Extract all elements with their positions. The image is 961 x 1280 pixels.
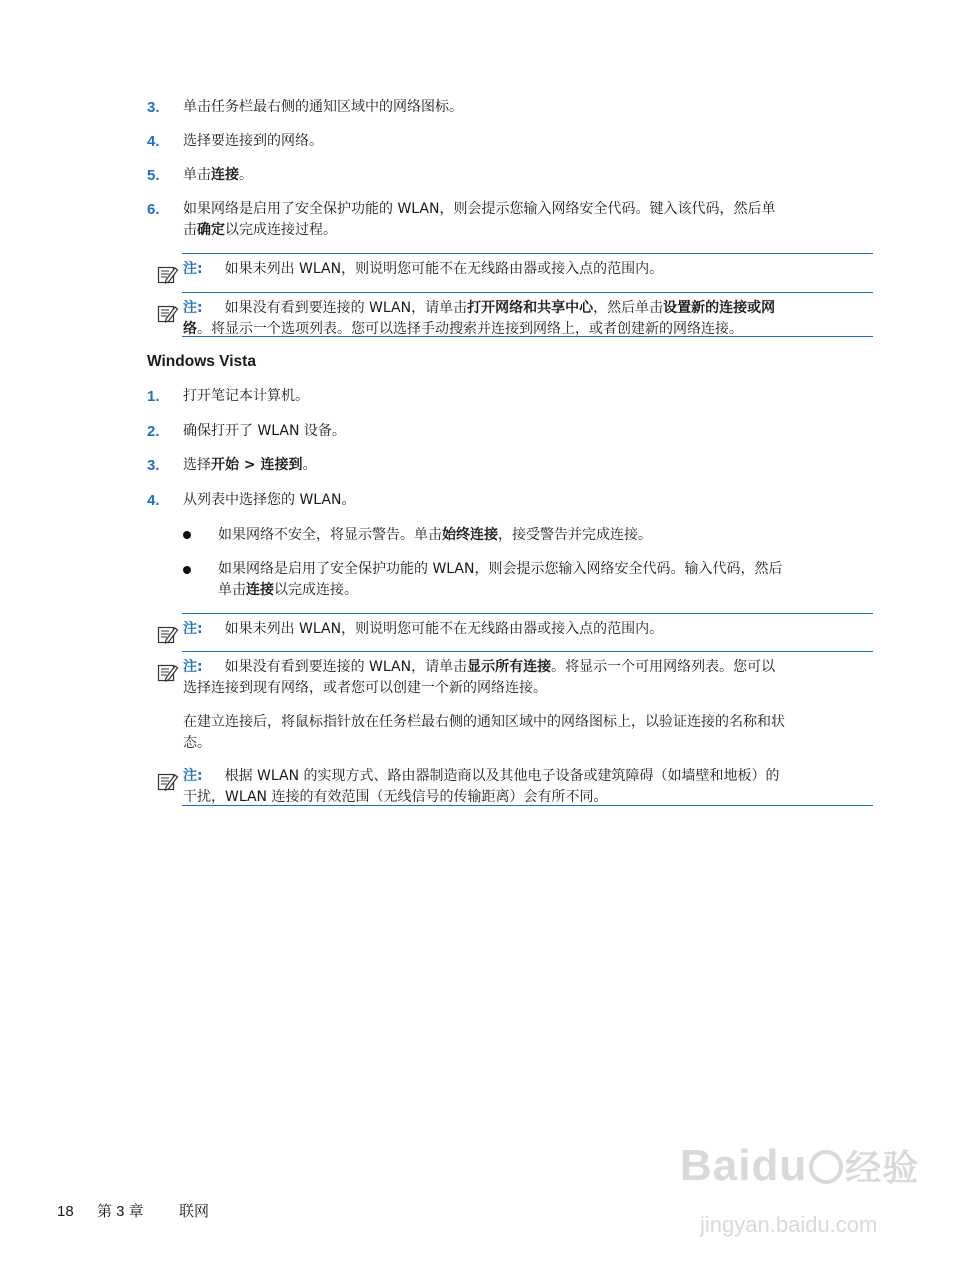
step-number: 3. [147,457,160,474]
note-box [157,760,873,806]
bullet-dot [183,531,191,539]
step-number: 2. [147,423,160,440]
step-text: 打开笔记本计算机。 [183,388,309,404]
note-pencil-icon [157,661,179,683]
chapter-title: 联网 [179,1203,210,1220]
note-text: 如果未列出 WLAN，则说明您可能不在无线路由器或接入点的范围内。 [224,261,664,277]
note-rule [182,253,873,254]
step-number: 4. [147,133,160,150]
step-text: 确保打开了 WLAN 设备。 [183,423,346,439]
step-number: 6. [147,201,160,218]
note-text: 注: 根据 WLAN 的实现方式、路由器制造商以及其他电子设备或建筑障碍（如墙壁和地板）的 干扰，WLAN 连接的有效范围（无线信号的传输距离）会有所不同。 [183,768,780,805]
note-text: 注: 如果没有看到要连接的 WLAN，请单击打开网络和共享中心，然后单击设置新的连接或网 络。将显示一个选项列表。您可以选择手动搜索并连接到网络上，或者创建新的网络连接。 [183,300,776,337]
note-box [157,613,873,646]
note-box [157,651,873,751]
step-text: 单击连接。 [183,167,253,183]
note-label: 注: [183,659,203,675]
chapter-label: 第 3 章 [97,1203,144,1220]
note-pencil-icon [157,263,179,285]
note-label: 注: [183,261,203,277]
step-text: 如果网络是启用了安全保护功能的 WLAN，则会提示您输入网络安全代码。键入该代码，然后单 击确定以完成连接过程。 [183,201,776,238]
note-rule [182,613,873,614]
step-text: 选择开始 > 连接到。 [183,457,317,473]
note-rule [182,651,873,652]
note-pencil-icon [157,302,179,324]
watermark-url: jingyan.baidu.com [700,1212,878,1237]
paw-icon [809,1150,843,1184]
bullet-dot [183,566,191,574]
note-pencil-icon [157,770,179,792]
note-pencil-icon [157,623,179,645]
step-text: 选择要连接到的网络。 [183,133,323,149]
step-number: 4. [147,492,160,509]
step-number: 1. [147,388,160,405]
step-text: 单击任务栏最右侧的通知区域中的网络图标。 [183,99,463,115]
section-heading: Windows Vista [147,353,256,370]
note-text: 注: 如果没有看到要连接的 WLAN，请单击显示所有连接。将显示一个可用网络列表。您可以 选择连接到现有网络，或者您可以创建一个新的网络连接。 在建立连接后，将鼠标指针放在任务栏最右侧的通知区域中的网络图标上，以验证连接的名称和状 态。 [183,659,785,751]
note-box [157,253,873,286]
bullet-text: 如果网络不安全，将显示警告。单击始终连接，接受警告并完成连接。 [218,527,652,543]
step-number: 3. [147,99,160,116]
note-rule [182,292,873,293]
note-label: 注: [183,768,203,784]
page-number: 18 [57,1203,74,1220]
bullet-text: 如果网络是启用了安全保护功能的 WLAN，则会提示您输入网络安全代码。输入代码，然后 单击连接以完成连接。 [218,561,783,598]
note-label: 注: [183,300,203,316]
note-box [157,292,873,337]
step-number: 5. [147,167,160,184]
note-label: 注: [183,621,203,637]
watermark-logo: Baidu 经验 [680,1141,920,1190]
step-text: 从列表中选择您的 WLAN。 [183,492,356,508]
note-text: 如果未列出 WLAN，则说明您可能不在无线路由器或接入点的范围内。 [224,621,664,637]
